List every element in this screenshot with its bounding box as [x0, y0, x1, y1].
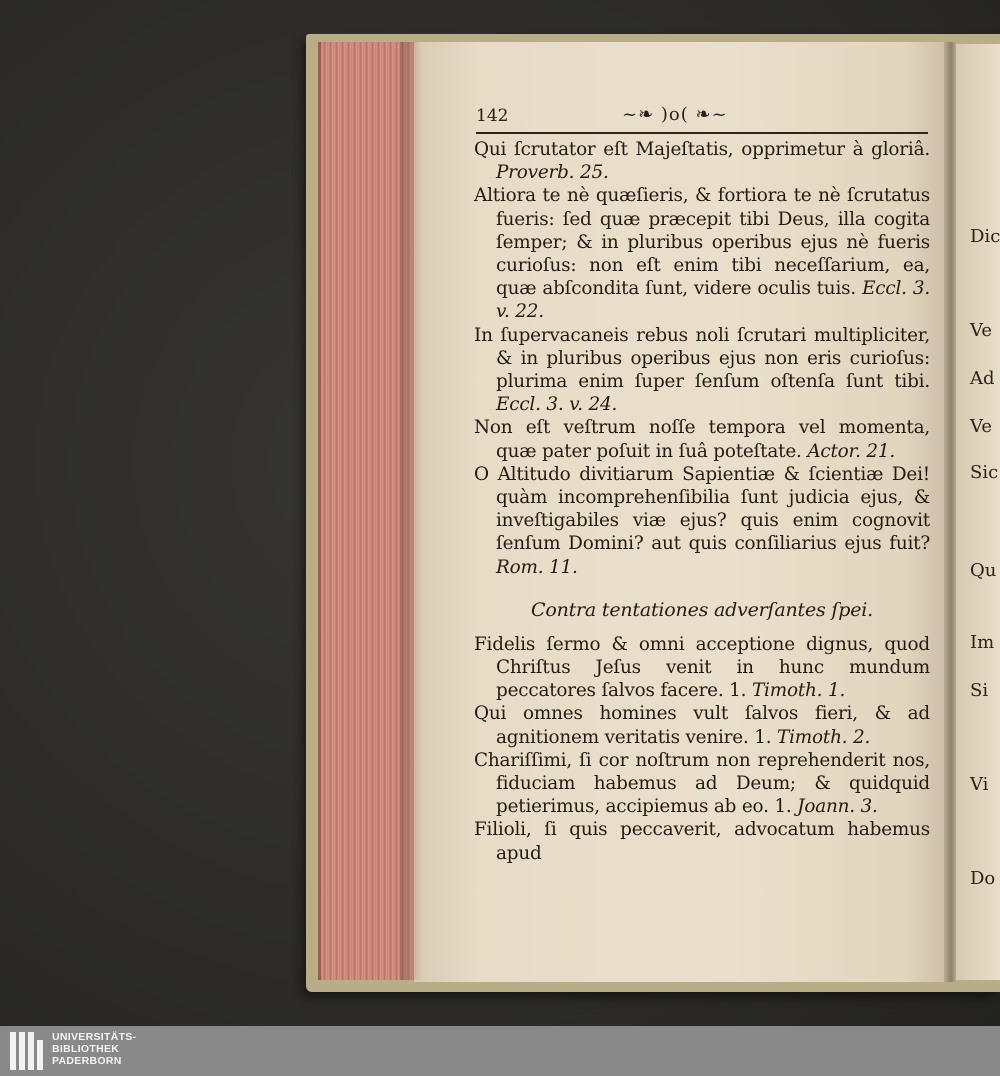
library-name-line: BIBLIOTHEK	[52, 1043, 120, 1055]
verse-reference: Eccl. 3. v. 24.	[496, 394, 618, 416]
section-title: Contra tentationes adverſantes ſpei.	[531, 598, 873, 621]
header-rule	[476, 132, 928, 134]
verse-text: Altiora te nè quæſieris, & fortiora te nè ſcrutatus fueris: ſed quæ præcepit tibi Deus, illa cogita ſemper; & in pluribus operibus ejus nè fueris curioſus: non eſt enim tibi neceſſarium, ea, quæ abſcondita ſunt, videre oculis tuis.	[474, 185, 930, 300]
facing-fragment: Sic	[970, 462, 999, 483]
verse-paragraph	[474, 416, 930, 462]
header-ornament: ~❧ )o( ❧~	[622, 104, 728, 125]
verse-paragraph	[474, 324, 930, 417]
verse-paragraph	[474, 749, 930, 819]
verse-text: Qui omnes homines vult ſalvos fieri, & ad agnitionem veritatis venire. 1.	[474, 703, 930, 748]
page-number: 142	[476, 106, 509, 126]
facing-fragment: Im	[970, 632, 995, 653]
verse-text: Non eſt veſtrum noſſe tempora vel momenta, quæ pater poſuit in ſuâ poteſtate.	[474, 417, 930, 462]
page-text	[474, 138, 930, 865]
facing-fragment: Qu	[970, 560, 997, 581]
facing-fragment: Dic	[970, 226, 1000, 247]
facing-fragment: Ad	[970, 368, 995, 389]
page-header	[476, 104, 928, 136]
verse-text: Qui ſcrutator eſt Majeſtatis, opprimetur à gloriâ.	[474, 139, 930, 160]
verse-paragraph	[474, 184, 930, 323]
verse-reference: Rom. 11.	[496, 556, 578, 578]
verse-paragraph	[474, 633, 930, 703]
verse-reference: Eccl. 3. v. 22.	[496, 278, 930, 323]
verse-paragraph	[474, 818, 930, 864]
facing-fragment: Do	[970, 868, 996, 889]
verse-text: In ſupervacaneis rebus noli ſcrutari multipliciter, & in pluribus operibus ejus non eris curioſus: plurima enim ſuper ſenſum oſtenſa ſunt tibi.	[474, 324, 930, 393]
verse-text: Chariſſimi, ſi cor noſtrum non reprehenderit nos, fiduciam habemus ad Deum; & quidquid petierimus, accipiemus ab eo. 1.	[474, 749, 930, 818]
verse-paragraph	[474, 463, 930, 579]
verse-text: O Altitudo divitiarum Sapientiæ & ſcientiæ Dei! quàm incomprehenſibilia ſunt judicia ejus, & inveſtigabiles viæ ejus? quis enim cognovit ſenſum Domini? aut quis conſiliarius ejus fuit?	[474, 463, 930, 555]
library-logo-icon	[10, 1032, 46, 1070]
verse-paragraph	[474, 138, 930, 184]
facing-fragment: Ve	[970, 416, 992, 437]
page-edge-shadow	[400, 42, 422, 980]
facing-fragment: Vi	[970, 774, 989, 795]
library-footer-bar	[0, 1026, 1000, 1076]
verse-text: Filioli, ſi quis peccaverit, advocatum habemus apud	[474, 819, 930, 864]
verse-reference: Joann. 3.	[797, 796, 878, 818]
verse-reference: Timoth. 2.	[777, 726, 871, 748]
verse-reference: Proverb. 25.	[496, 162, 609, 184]
facing-fragment: Ve	[970, 320, 992, 341]
verse-paragraph	[474, 702, 930, 748]
verse-reference: Actor. 21.	[807, 440, 896, 462]
facing-page	[956, 44, 1000, 980]
library-logo-text	[52, 1031, 136, 1067]
facing-fragment: Si	[970, 680, 989, 701]
verse-reference: Timoth. 1.	[751, 680, 846, 702]
verse-text: Fidelis ſermo & omni acceptione dignus, quod Chriſtus Jeſus venit in hunc mundum peccatores ſalvos facere. 1.	[474, 633, 930, 702]
library-name-line: UNIVERSITÄTS-	[52, 1031, 137, 1043]
library-name-line: PADERBORN	[52, 1055, 122, 1067]
